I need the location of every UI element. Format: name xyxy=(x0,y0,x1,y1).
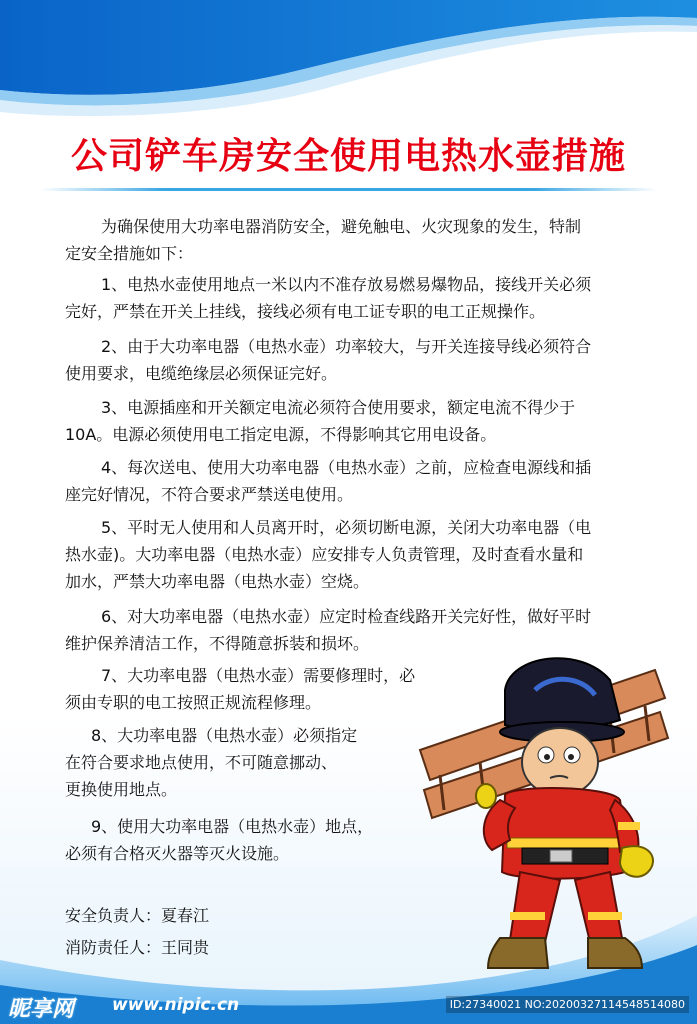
rule-line: 5、平时无人使用和人员离开时，必须切断电源，关闭大功率电器（电 xyxy=(101,518,592,537)
rule-8 xyxy=(65,722,357,803)
image-id-label: ID:27340021 NO:20200327114548514080 xyxy=(446,996,689,1013)
intro-paragraph xyxy=(65,213,581,267)
intro-line: 为确保使用大功率电器消防安全，避免触电、火灾现象的发生，特制 xyxy=(101,217,582,236)
watermark-url: www.nipic.cn xyxy=(112,995,240,1015)
rule-line: 使用要求，电缆绝缘层必须保证完好。 xyxy=(65,364,338,383)
rule-2 xyxy=(65,333,591,387)
rule-line: 须由专职的电工按照正规流程修理。 xyxy=(65,693,322,712)
rule-line: 在符合要求地点使用，不可随意挪动、 xyxy=(65,753,338,772)
intro-line: 定安全措施如下： xyxy=(65,244,194,263)
safety-officer: 安全负责人：夏春江 xyxy=(65,906,210,925)
rule-line: 8、大功率电器（电热水壶）必须指定 xyxy=(91,726,358,745)
rule-line: 加水，严禁大功率电器（电热水壶）空烧。 xyxy=(65,572,370,591)
rule-line: 2、由于大功率电器（电热水壶）功率较大，与开关连接导线必须符合 xyxy=(101,337,592,356)
rule-line: 座完好情况，不符合要求严禁送电使用。 xyxy=(65,485,354,504)
rule-line: 9、使用大功率电器（电热水壶）地点， xyxy=(91,817,374,836)
rule-6 xyxy=(65,603,591,657)
watermark-logo: 昵享网 xyxy=(8,997,75,1022)
rule-line: 4、每次送电、使用大功率电器（电热水壶）之前，应检查电源线和插 xyxy=(101,458,592,477)
rule-4 xyxy=(65,454,591,508)
rule-line: 维护保养清洁工作，不得随意拆装和损坏。 xyxy=(65,634,370,653)
rule-1 xyxy=(65,271,591,325)
rule-9 xyxy=(65,813,373,867)
rule-line: 完好，严禁在开关上挂线，接线必须有电工证专职的电工正规操作。 xyxy=(65,302,546,321)
fire-officer: 消防责任人：王同贵 xyxy=(65,938,210,957)
rule-line: 6、对大功率电器（电热水壶）应定时检查线路开关完好性，做好平时 xyxy=(101,607,592,626)
rule-line: 热水壶)。大功率电器（电热水壶）应安排专人负责管理，及时查看水量和 xyxy=(65,545,584,564)
rule-line: 10A。电源必须使用电工指定电源，不得影响其它用电设备。 xyxy=(65,425,497,444)
rule-line: 7、大功率电器（电热水壶）需要修理时，必 xyxy=(101,666,416,685)
rule-line: 更换使用地点。 xyxy=(65,780,178,799)
rule-line: 必须有合格灭火器等灭火设施。 xyxy=(65,844,290,863)
title-divider xyxy=(40,188,657,191)
rule-5 xyxy=(65,514,591,595)
rule-line: 3、电源插座和开关额定电流必须符合使用要求，额定电流不得少于 xyxy=(101,398,576,417)
page-title: 公司铲车房安全使用电热水壶措施 xyxy=(70,136,626,177)
signers-block xyxy=(65,900,209,964)
rule-3 xyxy=(65,394,575,448)
rule-7 xyxy=(65,662,415,716)
rule-line: 1、电热水壶使用地点一米以内不准存放易燃易爆物品，接线开关必须 xyxy=(101,275,592,294)
fireman-illustration xyxy=(410,650,680,980)
